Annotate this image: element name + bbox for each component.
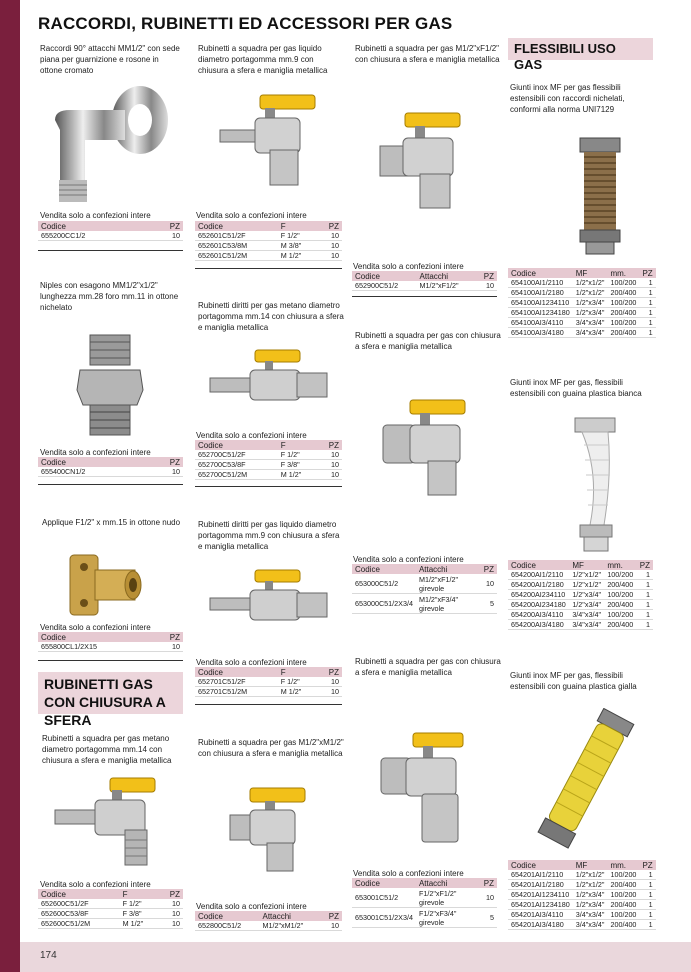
table-row: 655800CL1/2X15 10 bbox=[38, 642, 183, 652]
product-table: Codice Attacchi PZ 653000C51/2 M1/2"xF1/2" girevole 10 653000C51/2X3/4 M1/2"xF3/4" girevole 5 bbox=[352, 564, 497, 614]
product-table: Codice F PZ 652700C51/2F F 1/2" 10 652700C53/8F F 3/8" 10 652700C51/2M M 1/2" 10 bbox=[195, 440, 342, 480]
sold-note: Vendita solo a confezioni intere bbox=[196, 431, 307, 440]
table-row: 652701C51/2M M 1/2" 10 bbox=[195, 687, 342, 697]
white-flex-hose-image bbox=[560, 415, 630, 555]
sold-note: Vendita solo a confezioni intere bbox=[196, 211, 307, 220]
table-row: 654200AI234180 1/2"x3/4" 200/400 1 bbox=[508, 600, 653, 610]
product-table: Codice MF mm. PZ 654201AI1/2110 1/2"x1/2" 100/200 1 654201AI1/2180 1/2"x1/2" 200/400 1 654201AI1234110 1/2"x3/4" 100/200 1 654201AI1234180 1/2"x3/4" 200/400 1 654201AI3/4110 3/4"x3/4" 100/200 1 654201AI3/4180 3/4"x3/4" 200/400 1 bbox=[508, 860, 656, 930]
product-table: Codice MF mm. PZ 654200AI1/2110 1/2"x1/2" 100/200 1 654200AI1/2180 1/2"x1/2" 200/400 1 654200AI234110 1/2"x3/4" 100/200 1 654200AI234180 1/2"x3/4" 200/400 1 654200AI3/4110 3/4"x3/4" 100/200 1 654200AI3/4180 3/4"x3/4" 200/400 1 bbox=[508, 560, 653, 630]
table-row: 654200AI1/2110 1/2"x1/2" 100/200 1 bbox=[508, 570, 653, 580]
table-row: 655200CC1/2 10 bbox=[38, 231, 183, 241]
product-description: Rubinetti diritti per gas liquido diametro portagomma mm.9 con chiusura a sfera e maniglia metallica bbox=[198, 520, 340, 551]
table-row: 652700C51/2F F 1/2" 10 bbox=[195, 450, 342, 460]
table-row: 654200AI234110 1/2"x3/4" 100/200 1 bbox=[508, 590, 653, 600]
product-description: Rubinetti a squadra per gas M1/2"xM1/2" con chiusura a sfera e maniglia metallica bbox=[198, 738, 344, 758]
product-table: Codice PZ 655200CC1/2 10 bbox=[38, 221, 183, 241]
sold-note: Vendita solo a confezioni intere bbox=[40, 623, 151, 632]
product-table: Codice MF mm. PZ 654100AI1/2110 1/2"x1/2" 100/200 1 654100AI1/2180 1/2"x1/2" 200/400 1 654100AI1234110 1/2"x3/4" 100/200 1 654100AI1234180 1/2"x3/4" 200/400 1 654100AI3/4110 3/4"x3/4" 100/200 1 654100AI3/4180 3/4"x3/4" 200/400 1 bbox=[508, 268, 656, 338]
product-table: Codice PZ 655400CN1/2 10 bbox=[38, 457, 183, 477]
product-table: Codice F PZ 652601C51/2F F 1/2" 10 652601C53/8M M 3/8" 10 652601C51/2M M 1/2" 10 bbox=[195, 221, 342, 261]
table-row: 652601C51/2F F 1/2" 10 bbox=[195, 231, 342, 241]
table-row: 652701C51/2F F 1/2" 10 bbox=[195, 677, 342, 687]
product-table: Codice F PZ 652701C51/2F F 1/2" 10 652701C51/2M M 1/2" 10 bbox=[195, 667, 342, 697]
table-row: 654100AI1234110 1/2"x3/4" 100/200 1 bbox=[508, 298, 656, 308]
table-row: 652700C53/8F F 3/8" 10 bbox=[195, 460, 342, 470]
divider bbox=[38, 660, 183, 661]
straight-ball-valve-image bbox=[205, 568, 335, 628]
divider bbox=[195, 268, 342, 269]
table-row: 654100AI3/4180 3/4"x3/4" 200/400 1 bbox=[508, 328, 656, 338]
sold-note: Vendita solo a confezioni intere bbox=[353, 555, 464, 564]
product-description: Giunti inox MF per gas flessibili estensibili con raccordi nichelati, conformi alla norma UNI7129 bbox=[510, 83, 625, 114]
page-title: RACCORDI, RUBINETTI ED ACCESSORI PER GAS bbox=[38, 14, 453, 33]
page-number: 174 bbox=[40, 950, 57, 961]
table-row: 652600C51/2F F 1/2" 10 bbox=[38, 899, 183, 909]
product-description: Niples con esagono MM1/2"x1/2" lunghezza mm.28 foro mm.11 in ottone nichelato bbox=[40, 281, 179, 312]
product-description: Rubinetti a squadra per gas metano diametro portagomma mm.14 con chiusura a sfera e maniglia metallica bbox=[42, 734, 172, 765]
product-description: Giunti inox MF per gas, flessibili estensibili con guaina plastica gialla bbox=[510, 671, 637, 691]
divider bbox=[195, 486, 342, 487]
table-row: 654201AI1234180 1/2"x3/4" 200/400 1 bbox=[508, 900, 656, 910]
angle-ball-valve-image bbox=[375, 108, 475, 213]
section-title: RUBINETTI GAS CON CHIUSURA A SFERA bbox=[38, 672, 183, 714]
sold-note: Vendita solo a confezioni intere bbox=[196, 902, 307, 911]
angle-ball-valve-image bbox=[225, 785, 315, 875]
table-row: 654200AI3/4180 3/4"x3/4" 200/400 1 bbox=[508, 620, 653, 630]
product-description: Rubinetti a squadra per gas M1/2"xF1/2" con chiusura a sfera e maniglia metallica bbox=[355, 44, 500, 64]
table-row: 652601C53/8M M 3/8" 10 bbox=[195, 241, 342, 251]
table-row: 654201AI3/4110 3/4"x3/4" 100/200 1 bbox=[508, 910, 656, 920]
table-row: 654200AI1/2180 1/2"x1/2" 200/400 1 bbox=[508, 580, 653, 590]
product-description: Rubinetti a squadra per gas con chiusura a sfera e maniglia metallica bbox=[355, 657, 501, 677]
product-description: Applique F1/2" x mm.15 in ottone nudo bbox=[42, 518, 181, 527]
table-row: 653000C51/2 M1/2"xF1/2" girevole 10 bbox=[352, 574, 497, 594]
table-row: 655400CN1/2 10 bbox=[38, 467, 183, 477]
hex-nipple-image bbox=[75, 330, 145, 440]
table-row: 653000C51/2X3/4 M1/2"xF3/4" girevole 5 bbox=[352, 594, 497, 614]
product-table: Codice F PZ 652600C51/2F F 1/2" 10 652600C53/8F F 3/8" 10 652600C51/2M M 1/2" 10 bbox=[38, 889, 183, 929]
sold-note: Vendita solo a confezioni intere bbox=[196, 658, 307, 667]
page-footer-band bbox=[20, 942, 691, 972]
table-row: 654100AI1234180 1/2"x3/4" 200/400 1 bbox=[508, 308, 656, 318]
table-row: 654201AI1/2180 1/2"x1/2" 200/400 1 bbox=[508, 880, 656, 890]
angle-ball-valve-image bbox=[50, 770, 170, 870]
product-table: Codice PZ 655800CL1/2X15 10 bbox=[38, 632, 183, 652]
table-row: 652601C51/2M M 1/2" 10 bbox=[195, 251, 342, 261]
table-row: 654200AI3/4110 3/4"x3/4" 100/200 1 bbox=[508, 610, 653, 620]
product-table: Codice Attacchi PZ 652800C51/2 M1/2"xM1/2" 10 bbox=[195, 911, 342, 931]
table-row: 654100AI1/2180 1/2"x1/2" 200/400 1 bbox=[508, 288, 656, 298]
divider bbox=[195, 704, 342, 705]
table-row: 654100AI3/4110 3/4"x3/4" 100/200 1 bbox=[508, 318, 656, 328]
steel-flex-hose-image bbox=[570, 135, 630, 255]
product-description: Giunti inox MF per gas, flessibili estensibili con guaina plastica bianca bbox=[510, 378, 642, 398]
product-description: Rubinetti diritti per gas metano diametro portagomma mm.14 con chiusura a sfera e maniglia metallica bbox=[198, 301, 344, 332]
sold-note: Vendita solo a confezioni intere bbox=[353, 869, 464, 878]
angle-ball-valve-image bbox=[215, 90, 325, 190]
divider bbox=[38, 484, 183, 485]
section-title: FLESSIBILI USO GAS bbox=[508, 38, 653, 60]
sold-note: Vendita solo a confezioni intere bbox=[40, 880, 151, 889]
product-table: Codice Attacchi PZ 653001C51/2 F1/2"xF1/2" girevole 10 653001C51/2X3/4 F1/2"xF3/4" girevole 5 bbox=[352, 878, 497, 928]
table-row: 653001C51/2 F1/2"xF1/2" girevole 10 bbox=[352, 888, 497, 908]
sold-note: Vendita solo a confezioni intere bbox=[353, 262, 464, 271]
angle-ball-valve-image bbox=[380, 395, 480, 500]
divider bbox=[38, 250, 183, 251]
table-row: 654201AI3/4180 3/4"x3/4" 200/400 1 bbox=[508, 920, 656, 930]
sold-note: Vendita solo a confezioni intere bbox=[40, 448, 151, 457]
left-accent-bar bbox=[0, 0, 20, 972]
product-description: Rubinetti a squadra per gas liquido diametro portagomma mm.9 con chiusura a sfera e maniglia metallica bbox=[198, 44, 328, 75]
table-row: 652800C51/2 M1/2"xM1/2" 10 bbox=[195, 921, 342, 931]
straight-ball-valve-image bbox=[205, 348, 335, 408]
product-description: Raccordi 90° attacchi MM1/2" con sede piana per guarnizione e rosone in ottone cromato bbox=[40, 44, 180, 75]
table-row: 653001C51/2X3/4 F1/2"xF3/4" girevole 5 bbox=[352, 908, 497, 928]
yellow-flex-hose-image bbox=[520, 708, 650, 853]
brass-applique-image bbox=[65, 545, 145, 620]
table-row: 652900C51/2 M1/2"xF1/2" 10 bbox=[352, 281, 497, 291]
table-row: 654201AI1234110 1/2"x3/4" 100/200 1 bbox=[508, 890, 656, 900]
sold-note: Vendita solo a confezioni intere bbox=[40, 211, 151, 220]
chrome-elbow-fitting-image bbox=[45, 85, 170, 210]
product-description: Rubinetti a squadra per gas con chiusura a sfera e maniglia metallica bbox=[355, 331, 501, 351]
table-row: 652600C51/2M M 1/2" 10 bbox=[38, 919, 183, 929]
table-row: 654201AI1/2110 1/2"x1/2" 100/200 1 bbox=[508, 870, 656, 880]
angle-ball-valve-image bbox=[378, 728, 473, 848]
table-row: 652700C51/2M M 1/2" 10 bbox=[195, 470, 342, 480]
product-table: Codice Attacchi PZ 652900C51/2 M1/2"xF1/2" 10 bbox=[352, 271, 497, 291]
table-row: 654100AI1/2110 1/2"x1/2" 100/200 1 bbox=[508, 278, 656, 288]
table-row: 652600C53/8F F 3/8" 10 bbox=[38, 909, 183, 919]
divider bbox=[352, 296, 497, 297]
